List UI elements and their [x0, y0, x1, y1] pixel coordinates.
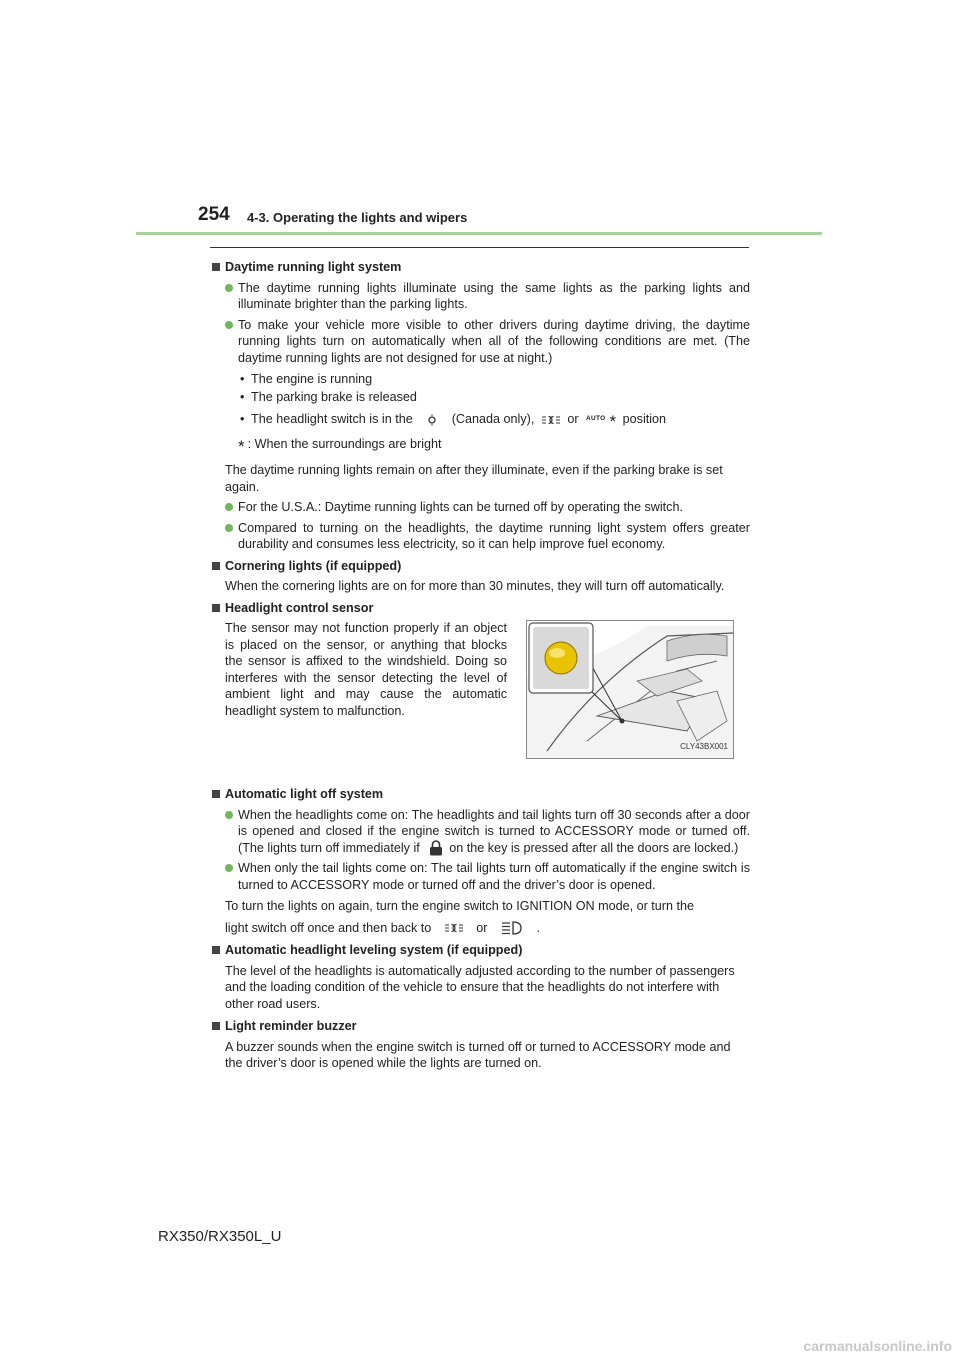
- sensor-illustration: [526, 620, 734, 759]
- paragraph: When the cornering lights are on for more than 30 minutes, they will turn off automatically.: [225, 579, 725, 593]
- auto-light-icon: AUTO: [586, 415, 606, 423]
- bullet-item: When only the tail lights come on: The tail lights turn off automatically if the engine switch is turned to ACCESSORY mode or turned off and the driver’s door is opened.: [210, 860, 750, 893]
- square-bullet-icon: [212, 946, 220, 954]
- section-heading-auto-off: Automatic light off system: [210, 786, 750, 803]
- round-bullet-icon: [225, 811, 233, 819]
- figure-code: CLY43BX001: [680, 741, 728, 751]
- bullet-item: When the headlights come on: The headlights and tail lights turn off 30 seconds after a door is opened and closed if the engine switch is turned to ACCESSORY mode or turned off. (The lights turn off immediately if on the key is pressed after all the doors are locked.): [210, 807, 750, 857]
- section-heading-drl: Daytime running light system: [210, 259, 750, 276]
- square-bullet-icon: [212, 604, 220, 612]
- square-bullet-icon: [212, 263, 220, 271]
- section-heading-buzzer: Light reminder buzzer: [210, 1018, 750, 1035]
- round-bullet-icon: [225, 524, 233, 532]
- tail-light-icon: [542, 415, 560, 425]
- chapter-title: 4-3. Operating the lights and wipers: [247, 210, 468, 225]
- bullet-item: To make your vehicle more visible to other drivers during daytime driving, the daytime running lights turn on automatically when all of the following conditions are met. (The daytime running lights are not designed for use at night.): [210, 317, 750, 367]
- paragraph: To turn the lights on again, turn the engine switch to IGNITION ON mode, or turn the: [225, 899, 694, 914]
- condition-item: • The headlight switch is in the (Canada only), or AUTO * position: [240, 412, 667, 431]
- section-rule: [210, 247, 749, 248]
- page-header: [0, 0, 960, 240]
- paragraph: light switch off once and then back to or .: [225, 920, 540, 935]
- section-heading-leveling: Automatic headlight leveling system (if equipped): [210, 942, 750, 959]
- watermark: carmanualsonline.info: [803, 1338, 952, 1354]
- round-bullet-icon: [225, 864, 233, 872]
- sensor-block: [210, 620, 750, 778]
- section-heading-cornering: Cornering lights (if equipped): [210, 558, 750, 575]
- footnote-mark: *: [609, 412, 617, 431]
- dashboard-illustration: [527, 621, 733, 758]
- round-bullet-icon: [225, 284, 233, 292]
- round-bullet-icon: [225, 503, 233, 511]
- bullet-item: The daytime running lights illuminate using the same lights as the parking lights and illuminate brighter than the parking lights.: [210, 280, 750, 313]
- footnote: * : When the surroundings are bright: [238, 436, 442, 456]
- section-heading-sensor: Headlight control sensor: [210, 600, 750, 617]
- round-bullet-icon: [225, 321, 233, 329]
- page-number: 254: [198, 204, 230, 225]
- paragraph: The daytime running lights remain on after they illuminate, even if the parking brake is set again.: [225, 463, 723, 494]
- header-rule: [136, 232, 822, 235]
- square-bullet-icon: [212, 790, 220, 798]
- tail-light-icon: [445, 923, 463, 933]
- square-bullet-icon: [212, 1022, 220, 1030]
- bullet-item: Compared to turning on the headlights, the daytime running light system offers greater durability and consumes less electricity, so it can help improve fuel economy.: [210, 520, 750, 553]
- paragraph: The level of the headlights is automatically adjusted according to the number of passengers and the loading condition of the vehicle to ensure that the headlights do not interfere with other road users.: [225, 963, 735, 1011]
- paragraph: A buzzer sounds when the engine switch is turned off or turned to ACCESSORY mode and the driver’s door is opened while the lights are turned on.: [225, 1039, 731, 1071]
- paragraph: The sensor may not function properly if an object is placed on the sensor, or anything that blocks the sensor is affixed to the windshield. Doing so interferes with the sensor detecting the level of ambient light and may cause the automatic headlight system to malfunction.: [225, 621, 507, 718]
- condition-item: • The engine is running: [240, 372, 373, 386]
- headlight-icon: [501, 921, 523, 935]
- parking-light-icon: [426, 414, 438, 426]
- square-bullet-icon: [212, 562, 220, 570]
- model-footer: RX350/RX350L_U: [158, 1228, 282, 1245]
- page-content: [210, 259, 750, 1072]
- lock-icon: [429, 840, 443, 856]
- bullet-item: For the U.S.A.: Daytime running lights can be turned off by operating the switch.: [210, 499, 750, 516]
- condition-item: • The parking brake is released: [240, 389, 417, 404]
